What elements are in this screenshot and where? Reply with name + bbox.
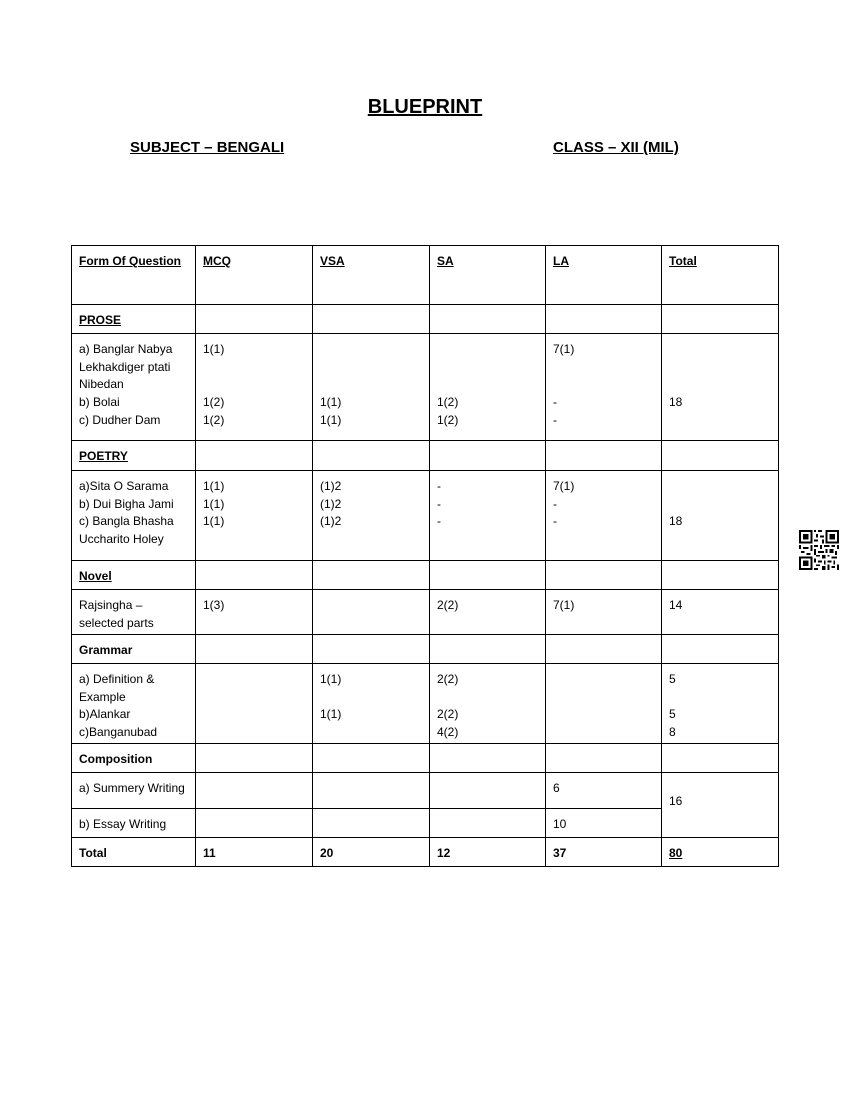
section-row-composition — [72, 744, 779, 773]
composition-summary-la: 6 — [546, 773, 662, 809]
poetry-item-c: c) Bangla Bhasha Uccharito Holey — [79, 514, 174, 546]
totals-sa: 12 — [430, 838, 546, 867]
grammar-total — [662, 664, 779, 744]
prose-vsa-c: 1(1) — [320, 412, 342, 427]
subject-label: SUBJECT – BENGALI — [130, 139, 285, 156]
poetry-la — [546, 471, 662, 561]
totals-mcq: 11 — [196, 838, 313, 867]
totals-grand: 80 — [662, 838, 779, 867]
novel-sa: 2(2) — [430, 590, 546, 635]
grammar-item-b: b)Alankar — [79, 707, 131, 721]
blueprint-table — [71, 245, 779, 867]
composition-summary-row — [72, 773, 779, 809]
prose-vsa-b: 1(1) — [320, 395, 342, 409]
header-total: Total — [662, 246, 779, 305]
prose-item-a: a) Banglar Nabya Lekhakdiger ptati Nibedan — [79, 342, 173, 391]
grammar-total-a: 5 — [669, 672, 676, 686]
poetry-item-a: a)Sita O Sarama — [79, 479, 169, 493]
grammar-sa — [430, 664, 546, 744]
novel-vsa — [313, 590, 430, 635]
composition-total: 16 — [662, 773, 779, 838]
grammar-mcq — [196, 664, 313, 744]
prose-la — [546, 334, 662, 441]
poetry-mcq-c: 1(1) — [203, 514, 225, 528]
header-sa: SA — [430, 246, 546, 305]
poetry-la-b: - — [553, 496, 557, 511]
prose-mcq-a: 1(1) — [203, 342, 225, 356]
poetry-heading: POETRY — [72, 441, 196, 471]
page-title: BLUEPRINT — [367, 96, 483, 118]
poetry-mcq — [196, 471, 313, 561]
header-row — [72, 246, 779, 305]
poetry-la-a: 7(1) — [553, 479, 575, 493]
totals-label: Total — [72, 838, 196, 867]
prose-mcq — [196, 334, 313, 441]
poetry-items — [72, 471, 196, 561]
poetry-item-b: b) Dui Bigha Jami — [79, 496, 174, 511]
grammar-sa-c: 4(2) — [437, 724, 459, 739]
prose-sa-b: 1(2) — [437, 395, 459, 409]
poetry-vsa-b: (1)2 — [320, 496, 342, 511]
grammar-vsa — [313, 664, 430, 744]
grammar-total-c: 8 — [669, 724, 676, 739]
prose-sa — [430, 334, 546, 441]
prose-la-c: - — [553, 412, 557, 427]
grammar-total-b: 5 — [669, 707, 676, 721]
header-form: Form Of Question — [72, 246, 196, 305]
poetry-sa-a: - — [437, 479, 441, 493]
header-la: LA — [546, 246, 662, 305]
totals-la: 37 — [546, 838, 662, 867]
prose-sa-c: 1(2) — [437, 412, 459, 427]
poetry-total-value: 18 — [669, 514, 683, 528]
composition-essay-la: 10 — [546, 809, 662, 838]
header-vsa: VSA — [313, 246, 430, 305]
composition-essay-item: b) Essay Writing — [72, 809, 196, 838]
poetry-sa — [430, 471, 546, 561]
prose-item-b: b) Bolai — [79, 395, 120, 409]
class-label: CLASS – XII (MIL) — [553, 139, 679, 156]
grammar-heading: Grammar — [72, 635, 196, 664]
prose-items — [72, 334, 196, 441]
section-row-poetry — [72, 441, 779, 471]
grammar-data-row — [72, 664, 779, 744]
prose-data-row — [72, 334, 779, 441]
prose-mcq-c: 1(2) — [203, 412, 225, 427]
prose-mcq-b: 1(2) — [203, 395, 225, 409]
novel-mcq: 1(3) — [196, 590, 313, 635]
grammar-la — [546, 664, 662, 744]
totals-row — [72, 838, 779, 867]
grammar-sa-b: 2(2) — [437, 707, 459, 721]
header-mcq: MCQ — [196, 246, 313, 305]
prose-vsa — [313, 334, 430, 441]
prose-la-b: - — [553, 395, 557, 409]
poetry-total — [662, 471, 779, 561]
prose-heading: PROSE — [72, 305, 196, 334]
poetry-vsa-c: (1)2 — [320, 514, 342, 528]
prose-la-a: 7(1) — [553, 342, 575, 356]
poetry-sa-c: - — [437, 514, 441, 528]
composition-summary-item: a) Summery Writing — [72, 773, 196, 809]
prose-item-c: c) Dudher Dam — [79, 412, 161, 427]
grammar-item-c: c)Banganubad — [79, 724, 158, 739]
grammar-sa-a: 2(2) — [437, 672, 459, 686]
section-row-novel — [72, 561, 779, 590]
section-row-grammar — [72, 635, 779, 664]
poetry-vsa-a: (1)2 — [320, 479, 342, 493]
poetry-mcq-b: 1(1) — [203, 496, 225, 511]
poetry-mcq-a: 1(1) — [203, 479, 225, 493]
poetry-la-c: - — [553, 514, 557, 528]
novel-la: 7(1) — [546, 590, 662, 635]
novel-heading: Novel — [72, 561, 196, 590]
grammar-item-a: a) Definition & Example — [79, 672, 155, 704]
composition-heading: Composition — [72, 744, 196, 773]
poetry-data-row — [72, 471, 779, 561]
section-row-prose — [72, 305, 779, 334]
prose-total — [662, 334, 779, 441]
poetry-sa-b: - — [437, 496, 441, 511]
qr-code-icon — [799, 530, 839, 570]
grammar-items — [72, 664, 196, 744]
prose-total-value: 18 — [669, 395, 683, 409]
novel-total: 14 — [662, 590, 779, 635]
novel-data-row — [72, 590, 779, 635]
novel-item: Rajsingha – selected parts — [72, 590, 196, 635]
poetry-vsa — [313, 471, 430, 561]
totals-vsa: 20 — [313, 838, 430, 867]
grammar-vsa-b: 1(1) — [320, 707, 342, 721]
grammar-vsa-a: 1(1) — [320, 672, 342, 686]
